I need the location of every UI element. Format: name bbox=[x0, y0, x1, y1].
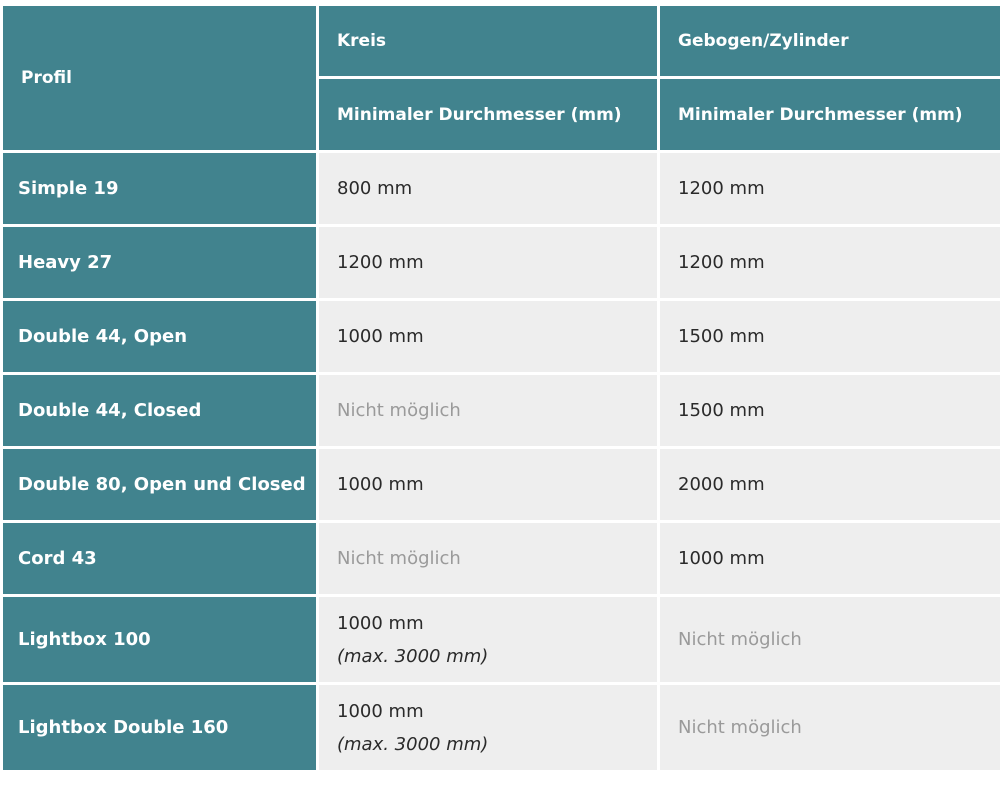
bending-radius-table bbox=[0, 3, 1000, 773]
gebogen-value: 2000 mm bbox=[660, 449, 1000, 520]
profil-name: Lightbox Double 160 bbox=[3, 685, 316, 770]
kreis-value-main: 1000 mm bbox=[337, 612, 424, 634]
table-row bbox=[3, 153, 1000, 224]
gebogen-value-unavailable: Nicht möglich bbox=[660, 597, 1000, 682]
kreis-value: 1000 mm bbox=[319, 449, 657, 520]
profil-name: Simple 19 bbox=[3, 153, 316, 224]
kreis-value-note: (max. 3000 mm) bbox=[337, 733, 489, 755]
profil-name: Double 80, Open und Closed bbox=[3, 449, 316, 520]
table-row bbox=[3, 449, 1000, 520]
header-profil: Profil bbox=[3, 6, 316, 150]
table-row bbox=[3, 685, 1000, 770]
kreis-value bbox=[319, 685, 657, 770]
kreis-value: 1000 mm bbox=[319, 301, 657, 372]
profil-name: Lightbox 100 bbox=[3, 597, 316, 682]
kreis-value: 1200 mm bbox=[319, 227, 657, 298]
gebogen-value: 1500 mm bbox=[660, 375, 1000, 446]
subheader-gebogen-diameter: Minimaler Durchmesser (mm) bbox=[660, 79, 1000, 150]
gebogen-value: 1200 mm bbox=[660, 153, 1000, 224]
table-row bbox=[3, 523, 1000, 594]
kreis-value-unavailable: Nicht möglich bbox=[319, 375, 657, 446]
gebogen-value: 1500 mm bbox=[660, 301, 1000, 372]
header-row bbox=[3, 6, 1000, 76]
header-kreis: Kreis bbox=[319, 6, 657, 76]
header-gebogen-zylinder: Gebogen/Zylinder bbox=[660, 6, 1000, 76]
kreis-value bbox=[319, 597, 657, 682]
kreis-value-unavailable: Nicht möglich bbox=[319, 523, 657, 594]
gebogen-value-unavailable: Nicht möglich bbox=[660, 685, 1000, 770]
gebogen-value: 1200 mm bbox=[660, 227, 1000, 298]
subheader-kreis-diameter: Minimaler Durchmesser (mm) bbox=[319, 79, 657, 150]
table-row bbox=[3, 375, 1000, 446]
profil-name: Double 44, Open bbox=[3, 301, 316, 372]
profil-name: Cord 43 bbox=[3, 523, 316, 594]
table-row bbox=[3, 597, 1000, 682]
profil-name: Double 44, Closed bbox=[3, 375, 316, 446]
table-row bbox=[3, 227, 1000, 298]
profil-name: Heavy 27 bbox=[3, 227, 316, 298]
kreis-value-main: 1000 mm bbox=[337, 700, 424, 722]
kreis-value-note: (max. 3000 mm) bbox=[337, 645, 489, 667]
kreis-value: 800 mm bbox=[319, 153, 657, 224]
table-row bbox=[3, 301, 1000, 372]
gebogen-value: 1000 mm bbox=[660, 523, 1000, 594]
